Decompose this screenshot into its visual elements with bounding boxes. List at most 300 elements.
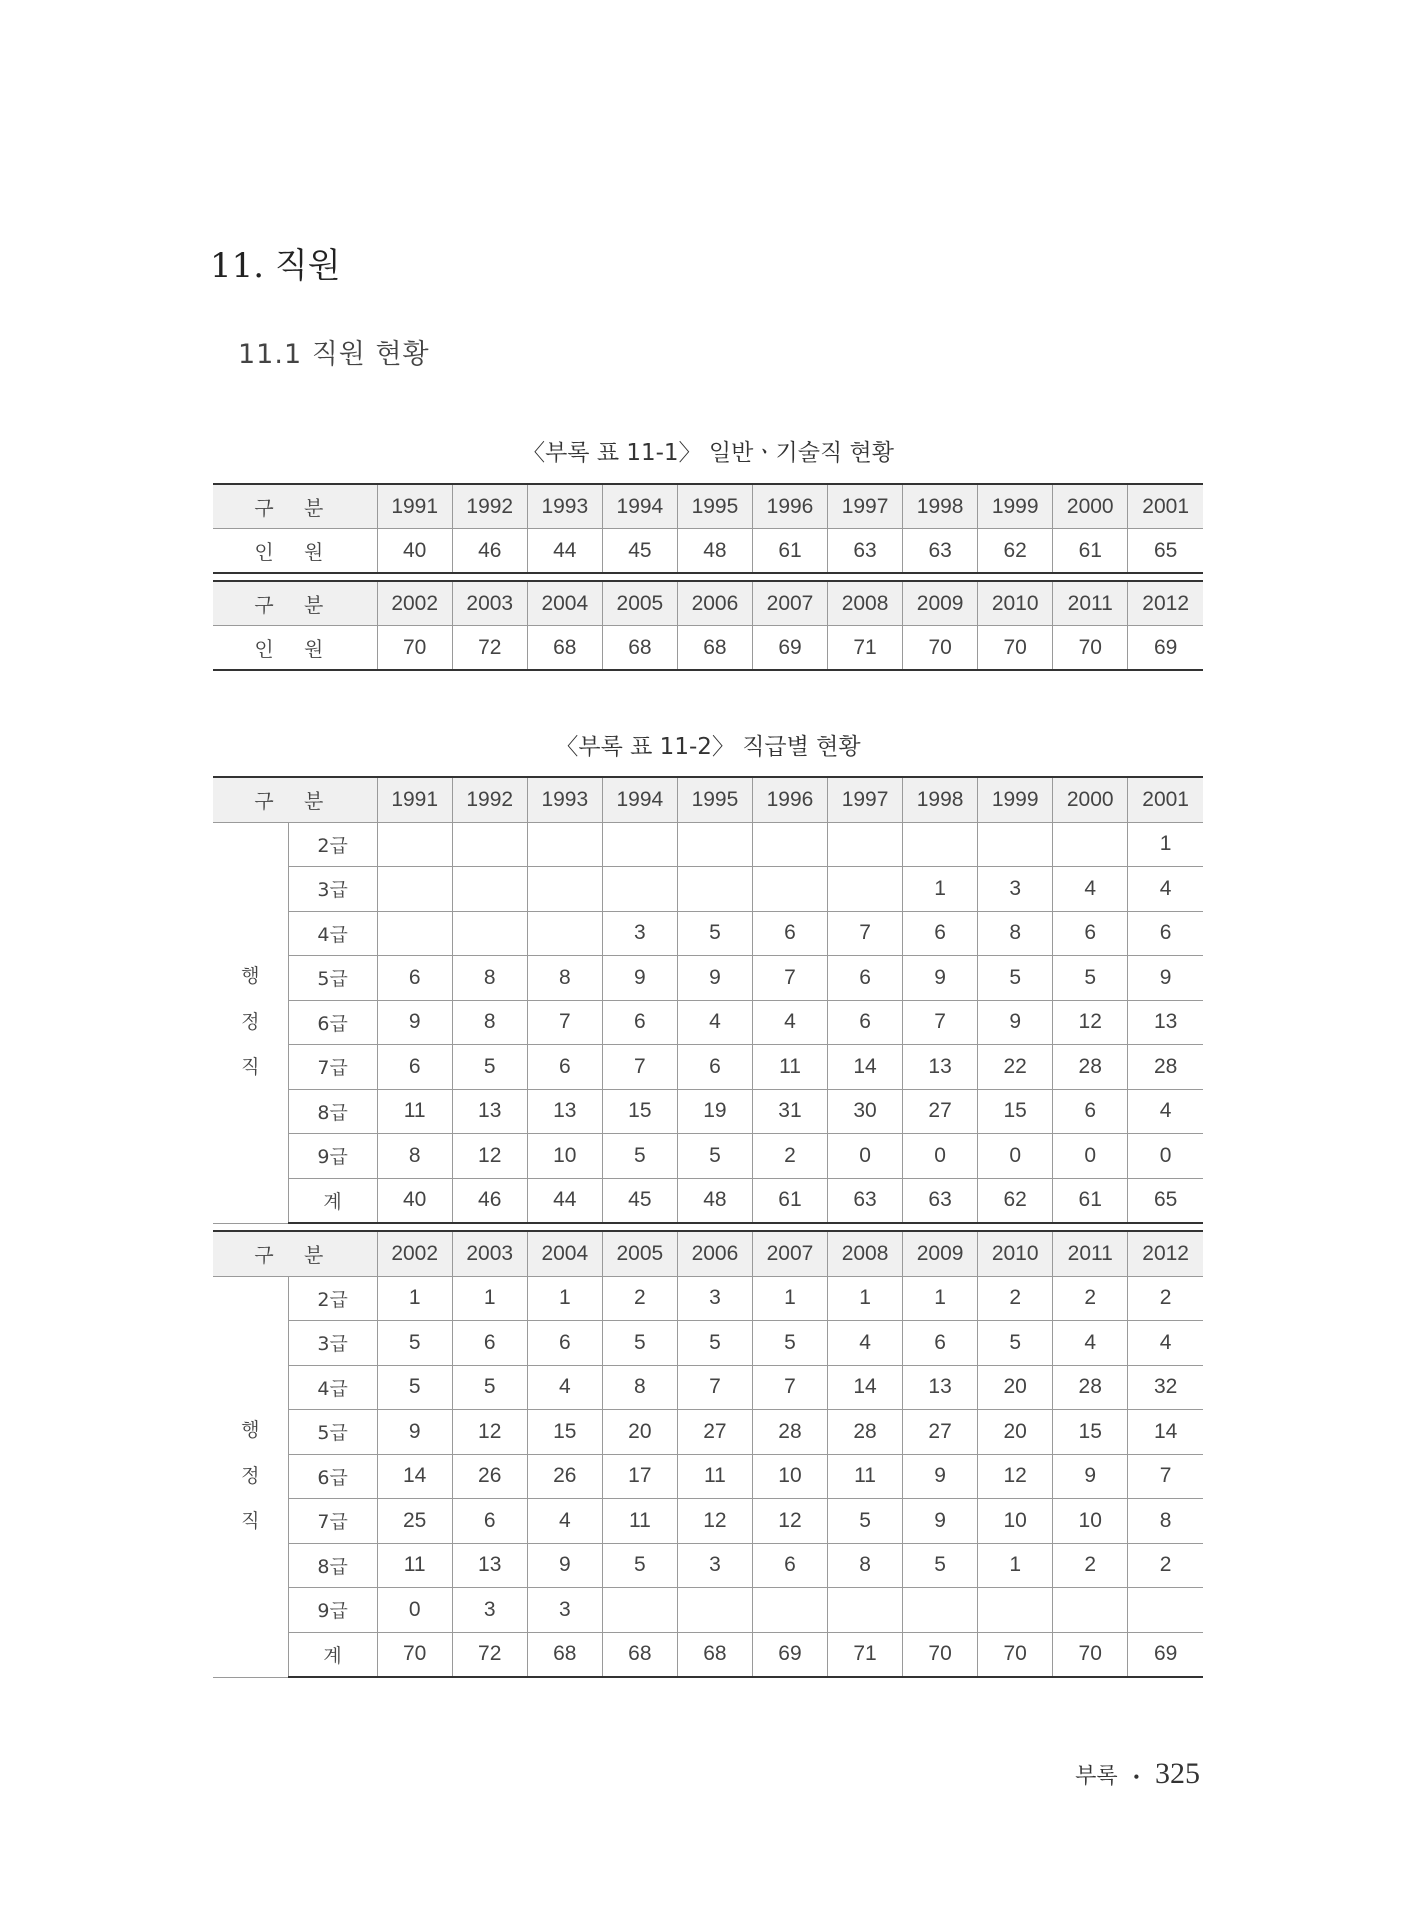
value-cell: 13 <box>452 1089 527 1134</box>
value-cell: 15 <box>978 1089 1053 1134</box>
year-cell: 2000 <box>1053 484 1128 529</box>
footer-bullet: • <box>1133 1767 1140 1787</box>
value-cell: 69 <box>1128 626 1203 671</box>
year-cell: 1995 <box>677 777 752 822</box>
grade-cell: 계 <box>288 1178 377 1223</box>
value-cell: 6 <box>452 1499 527 1544</box>
value-cell: 6 <box>452 1321 527 1366</box>
grade-cell: 4급 <box>288 1365 377 1410</box>
year-cell: 1997 <box>828 484 903 529</box>
table2-grade-breakdown <box>213 776 1203 1678</box>
value-cell: 5 <box>978 1321 1053 1366</box>
value-cell: 10 <box>1053 1499 1128 1544</box>
value-cell: 12 <box>452 1134 527 1179</box>
value-cell <box>828 822 903 867</box>
year-cell: 2000 <box>1053 777 1128 822</box>
year-cell: 2007 <box>752 1231 827 1276</box>
value-cell: 71 <box>828 626 903 671</box>
grade-cell: 5급 <box>288 1410 377 1455</box>
value-cell: 6 <box>828 956 903 1001</box>
value-cell: 63 <box>903 1178 978 1223</box>
value-cell: 11 <box>828 1454 903 1499</box>
value-cell: 14 <box>828 1365 903 1410</box>
value-cell: 1 <box>752 1276 827 1321</box>
table1-caption: 〈부록 표 11-1〉 일반ㆍ기술직 현황 <box>522 440 894 466</box>
value-cell: 2 <box>1128 1543 1203 1588</box>
grade-cell: 계 <box>288 1632 377 1677</box>
value-cell: 9 <box>527 1543 602 1588</box>
value-cell: 8 <box>377 1134 452 1179</box>
grade-cell: 3급 <box>288 1321 377 1366</box>
value-cell: 14 <box>828 1045 903 1090</box>
value-cell: 68 <box>602 626 677 671</box>
value-cell <box>1053 822 1128 867</box>
value-cell: 10 <box>527 1134 602 1179</box>
value-cell: 13 <box>903 1045 978 1090</box>
value-cell: 4 <box>1053 1321 1128 1366</box>
value-cell: 28 <box>1053 1045 1128 1090</box>
value-cell: 5 <box>377 1321 452 1366</box>
table-header-row <box>213 581 1203 626</box>
group-label-cell <box>213 822 288 1223</box>
table-row <box>213 822 1203 867</box>
value-cell <box>677 867 752 912</box>
table-row <box>213 956 1203 1001</box>
value-cell: 2 <box>978 1276 1053 1321</box>
value-cell: 7 <box>602 1045 677 1090</box>
year-cell: 1991 <box>377 777 452 822</box>
year-cell: 2002 <box>377 1231 452 1276</box>
value-cell: 7 <box>903 1000 978 1045</box>
value-cell: 9 <box>1128 956 1203 1001</box>
value-cell: 11 <box>602 1499 677 1544</box>
value-cell: 2 <box>1053 1276 1128 1321</box>
value-cell: 31 <box>752 1089 827 1134</box>
separator-cell <box>213 573 1203 581</box>
grade-cell: 7급 <box>288 1499 377 1544</box>
year-cell: 2012 <box>1128 581 1203 626</box>
value-cell: 1 <box>1128 822 1203 867</box>
value-cell: 9 <box>1053 1454 1128 1499</box>
value-cell: 12 <box>978 1454 1053 1499</box>
value-cell <box>602 1588 677 1633</box>
value-cell: 8 <box>1128 1499 1203 1544</box>
table-header-row <box>213 484 1203 529</box>
value-cell: 5 <box>1053 956 1128 1001</box>
value-cell: 27 <box>903 1089 978 1134</box>
value-cell: 4 <box>1128 1321 1203 1366</box>
table-row <box>213 1321 1203 1366</box>
value-cell: 3 <box>677 1276 752 1321</box>
table-row <box>213 529 1203 574</box>
value-cell <box>602 867 677 912</box>
value-cell: 9 <box>903 1454 978 1499</box>
value-cell: 7 <box>677 1365 752 1410</box>
table-row <box>213 1045 1203 1090</box>
value-cell: 40 <box>377 529 452 574</box>
year-cell: 2004 <box>527 581 602 626</box>
table-row <box>213 911 1203 956</box>
table-row <box>213 1543 1203 1588</box>
value-cell: 44 <box>527 1178 602 1223</box>
value-cell <box>377 822 452 867</box>
grade-cell: 6급 <box>288 1454 377 1499</box>
value-cell: 6 <box>527 1321 602 1366</box>
value-cell <box>677 1588 752 1633</box>
year-cell: 2007 <box>752 581 827 626</box>
value-cell: 1 <box>828 1276 903 1321</box>
table-row <box>213 1134 1203 1179</box>
value-cell: 26 <box>527 1454 602 1499</box>
year-cell: 2003 <box>452 581 527 626</box>
year-cell: 2010 <box>978 1231 1053 1276</box>
group-label-cell <box>213 1276 288 1677</box>
value-cell: 0 <box>377 1588 452 1633</box>
value-cell <box>527 911 602 956</box>
value-cell: 6 <box>1128 911 1203 956</box>
year-cell: 1995 <box>677 484 752 529</box>
value-cell: 2 <box>1128 1276 1203 1321</box>
value-cell: 7 <box>1128 1454 1203 1499</box>
year-cell: 2002 <box>377 581 452 626</box>
value-cell: 6 <box>677 1045 752 1090</box>
value-cell: 4 <box>828 1321 903 1366</box>
year-cell: 2004 <box>527 1231 602 1276</box>
value-cell: 9 <box>377 1410 452 1455</box>
table-header-row <box>213 777 1203 822</box>
value-cell: 11 <box>677 1454 752 1499</box>
grade-cell: 2급 <box>288 822 377 867</box>
value-cell: 19 <box>677 1089 752 1134</box>
table-block-separator <box>213 573 1203 581</box>
year-cell: 2011 <box>1053 1231 1128 1276</box>
year-cell: 2009 <box>903 1231 978 1276</box>
value-cell: 5 <box>978 956 1053 1001</box>
year-cell: 1997 <box>828 777 903 822</box>
value-cell: 1 <box>903 867 978 912</box>
year-cell: 1992 <box>452 484 527 529</box>
grade-cell: 6급 <box>288 1000 377 1045</box>
value-cell <box>752 1588 827 1633</box>
value-cell: 1 <box>903 1276 978 1321</box>
year-cell: 2009 <box>903 581 978 626</box>
value-cell: 2 <box>602 1276 677 1321</box>
value-cell: 11 <box>752 1045 827 1090</box>
value-cell: 69 <box>752 626 827 671</box>
value-cell <box>452 867 527 912</box>
group-label-char: 행 <box>241 1419 260 1442</box>
year-cell: 2003 <box>452 1231 527 1276</box>
value-cell: 68 <box>677 1632 752 1677</box>
table1-staff-count <box>213 483 1203 671</box>
value-cell: 70 <box>1053 626 1128 671</box>
value-cell: 0 <box>903 1134 978 1179</box>
value-cell: 13 <box>452 1543 527 1588</box>
value-cell: 2 <box>752 1134 827 1179</box>
section-title: 11.1 직원 현황 <box>238 339 430 370</box>
value-cell: 9 <box>903 1499 978 1544</box>
value-cell: 25 <box>377 1499 452 1544</box>
table-row <box>213 1276 1203 1321</box>
value-cell: 28 <box>828 1410 903 1455</box>
grade-cell: 5급 <box>288 956 377 1001</box>
value-cell: 46 <box>452 529 527 574</box>
separator-cell <box>213 1223 1203 1231</box>
year-cell: 1996 <box>752 484 827 529</box>
value-cell: 3 <box>527 1588 602 1633</box>
value-cell: 8 <box>978 911 1053 956</box>
value-cell: 46 <box>452 1178 527 1223</box>
table-row <box>213 1000 1203 1045</box>
value-cell: 13 <box>1128 1000 1203 1045</box>
value-cell: 14 <box>377 1454 452 1499</box>
value-cell: 28 <box>1128 1045 1203 1090</box>
value-cell: 70 <box>978 1632 1053 1677</box>
year-cell: 2006 <box>677 581 752 626</box>
value-cell: 7 <box>752 956 827 1001</box>
value-cell: 12 <box>677 1499 752 1544</box>
table-row <box>213 1178 1203 1223</box>
value-cell: 8 <box>828 1543 903 1588</box>
value-cell: 0 <box>978 1134 1053 1179</box>
value-cell: 10 <box>978 1499 1053 1544</box>
value-cell: 5 <box>452 1365 527 1410</box>
value-cell: 70 <box>377 626 452 671</box>
year-cell: 1998 <box>903 777 978 822</box>
value-cell: 5 <box>602 1134 677 1179</box>
value-cell: 3 <box>452 1588 527 1633</box>
value-cell <box>903 1588 978 1633</box>
year-cell: 2006 <box>677 1231 752 1276</box>
value-cell: 8 <box>452 1000 527 1045</box>
value-cell: 68 <box>527 1632 602 1677</box>
value-cell: 6 <box>828 1000 903 1045</box>
value-cell: 7 <box>752 1365 827 1410</box>
value-cell: 70 <box>903 1632 978 1677</box>
value-cell: 7 <box>527 1000 602 1045</box>
value-cell: 68 <box>527 626 602 671</box>
value-cell: 9 <box>377 1000 452 1045</box>
value-cell: 48 <box>677 1178 752 1223</box>
value-cell: 4 <box>1053 867 1128 912</box>
value-cell <box>978 1588 1053 1633</box>
value-cell: 5 <box>752 1321 827 1366</box>
value-cell: 0 <box>1128 1134 1203 1179</box>
value-cell <box>527 822 602 867</box>
header-label: 구 분 <box>213 1231 377 1276</box>
table-row <box>213 1089 1203 1134</box>
table-row <box>213 1410 1203 1455</box>
value-cell: 20 <box>978 1410 1053 1455</box>
value-cell: 68 <box>602 1632 677 1677</box>
value-cell: 27 <box>903 1410 978 1455</box>
value-cell: 65 <box>1128 529 1203 574</box>
table-row <box>213 1454 1203 1499</box>
value-cell: 9 <box>602 956 677 1001</box>
year-cell: 2012 <box>1128 1231 1203 1276</box>
year-cell: 1998 <box>903 484 978 529</box>
value-cell: 72 <box>452 626 527 671</box>
grade-cell: 8급 <box>288 1543 377 1588</box>
grade-cell: 7급 <box>288 1045 377 1090</box>
value-cell <box>1128 1588 1203 1633</box>
value-cell: 5 <box>903 1543 978 1588</box>
value-cell: 5 <box>677 1321 752 1366</box>
value-cell: 4 <box>1128 1089 1203 1134</box>
group-label-char: 직 <box>241 1510 260 1533</box>
value-cell: 1 <box>452 1276 527 1321</box>
table-row <box>213 1588 1203 1633</box>
year-cell: 1993 <box>527 777 602 822</box>
row-label: 인 원 <box>213 529 377 574</box>
value-cell: 11 <box>377 1543 452 1588</box>
value-cell: 3 <box>677 1543 752 1588</box>
value-cell: 17 <box>602 1454 677 1499</box>
value-cell: 71 <box>828 1632 903 1677</box>
value-cell: 20 <box>602 1410 677 1455</box>
group-label-char: 직 <box>241 1056 260 1079</box>
value-cell: 68 <box>677 626 752 671</box>
page-number: 325 <box>1155 1757 1200 1790</box>
year-cell: 2010 <box>978 581 1053 626</box>
value-cell: 61 <box>1053 529 1128 574</box>
grade-cell: 3급 <box>288 867 377 912</box>
table-block-separator <box>213 1223 1203 1231</box>
value-cell: 61 <box>752 1178 827 1223</box>
value-cell: 63 <box>828 529 903 574</box>
table-row <box>213 1499 1203 1544</box>
value-cell <box>527 867 602 912</box>
header-label: 구 분 <box>213 484 377 529</box>
value-cell <box>377 911 452 956</box>
table-header-row <box>213 1231 1203 1276</box>
value-cell: 4 <box>527 1499 602 1544</box>
value-cell: 8 <box>527 956 602 1001</box>
value-cell: 45 <box>602 529 677 574</box>
group-label-char: 정 <box>241 1010 260 1033</box>
value-cell: 6 <box>752 911 827 956</box>
grade-cell: 9급 <box>288 1588 377 1633</box>
year-cell: 2005 <box>602 581 677 626</box>
value-cell: 5 <box>602 1321 677 1366</box>
year-cell: 2008 <box>828 1231 903 1276</box>
year-cell: 1992 <box>452 777 527 822</box>
value-cell: 0 <box>828 1134 903 1179</box>
grade-cell: 4급 <box>288 911 377 956</box>
year-cell: 1996 <box>752 777 827 822</box>
value-cell: 63 <box>903 529 978 574</box>
value-cell: 28 <box>1053 1365 1128 1410</box>
value-cell: 12 <box>452 1410 527 1455</box>
value-cell: 69 <box>752 1632 827 1677</box>
page-footer <box>1075 1757 1200 1791</box>
value-cell: 13 <box>527 1089 602 1134</box>
value-cell: 6 <box>377 1045 452 1090</box>
value-cell: 4 <box>527 1365 602 1410</box>
value-cell: 13 <box>903 1365 978 1410</box>
value-cell: 12 <box>752 1499 827 1544</box>
value-cell <box>978 822 1053 867</box>
value-cell: 6 <box>377 956 452 1001</box>
value-cell: 22 <box>978 1045 1053 1090</box>
value-cell: 4 <box>752 1000 827 1045</box>
value-cell: 3 <box>978 867 1053 912</box>
value-cell: 70 <box>1053 1632 1128 1677</box>
footer-label: 부록 <box>1075 1764 1118 1789</box>
table-row <box>213 1632 1203 1677</box>
year-cell: 2011 <box>1053 581 1128 626</box>
value-cell: 1 <box>527 1276 602 1321</box>
value-cell: 6 <box>752 1543 827 1588</box>
value-cell <box>377 867 452 912</box>
year-cell: 1999 <box>978 777 1053 822</box>
value-cell: 30 <box>828 1089 903 1134</box>
value-cell: 5 <box>452 1045 527 1090</box>
value-cell: 1 <box>377 1276 452 1321</box>
value-cell: 7 <box>828 911 903 956</box>
header-label: 구 분 <box>213 777 377 822</box>
value-cell: 32 <box>1128 1365 1203 1410</box>
row-label: 인 원 <box>213 626 377 671</box>
year-cell: 1999 <box>978 484 1053 529</box>
year-cell: 1991 <box>377 484 452 529</box>
value-cell <box>452 822 527 867</box>
value-cell: 9 <box>677 956 752 1001</box>
grade-cell: 8급 <box>288 1089 377 1134</box>
value-cell: 61 <box>752 529 827 574</box>
value-cell: 48 <box>677 529 752 574</box>
year-cell: 2001 <box>1128 777 1203 822</box>
value-cell: 5 <box>602 1543 677 1588</box>
value-cell: 65 <box>1128 1178 1203 1223</box>
value-cell: 20 <box>978 1365 1053 1410</box>
value-cell: 5 <box>828 1499 903 1544</box>
value-cell: 5 <box>377 1365 452 1410</box>
value-cell <box>828 867 903 912</box>
value-cell: 8 <box>602 1365 677 1410</box>
value-cell: 15 <box>1053 1410 1128 1455</box>
value-cell: 45 <box>602 1178 677 1223</box>
value-cell <box>903 822 978 867</box>
value-cell: 6 <box>903 1321 978 1366</box>
value-cell: 8 <box>452 956 527 1001</box>
grade-cell: 9급 <box>288 1134 377 1179</box>
value-cell: 2 <box>1053 1543 1128 1588</box>
value-cell: 4 <box>1128 867 1203 912</box>
value-cell: 61 <box>1053 1178 1128 1223</box>
value-cell <box>602 822 677 867</box>
grade-cell: 2급 <box>288 1276 377 1321</box>
value-cell: 5 <box>677 911 752 956</box>
year-cell: 1994 <box>602 484 677 529</box>
value-cell: 27 <box>677 1410 752 1455</box>
value-cell: 1 <box>978 1543 1053 1588</box>
value-cell: 0 <box>1053 1134 1128 1179</box>
table-row <box>213 1365 1203 1410</box>
value-cell <box>828 1588 903 1633</box>
year-cell: 1994 <box>602 777 677 822</box>
value-cell: 15 <box>602 1089 677 1134</box>
value-cell: 6 <box>1053 911 1128 956</box>
value-cell <box>452 911 527 956</box>
value-cell: 11 <box>377 1089 452 1134</box>
value-cell: 6 <box>527 1045 602 1090</box>
year-cell: 1993 <box>527 484 602 529</box>
value-cell: 10 <box>752 1454 827 1499</box>
table-row <box>213 626 1203 671</box>
value-cell: 40 <box>377 1178 452 1223</box>
value-cell: 70 <box>377 1632 452 1677</box>
